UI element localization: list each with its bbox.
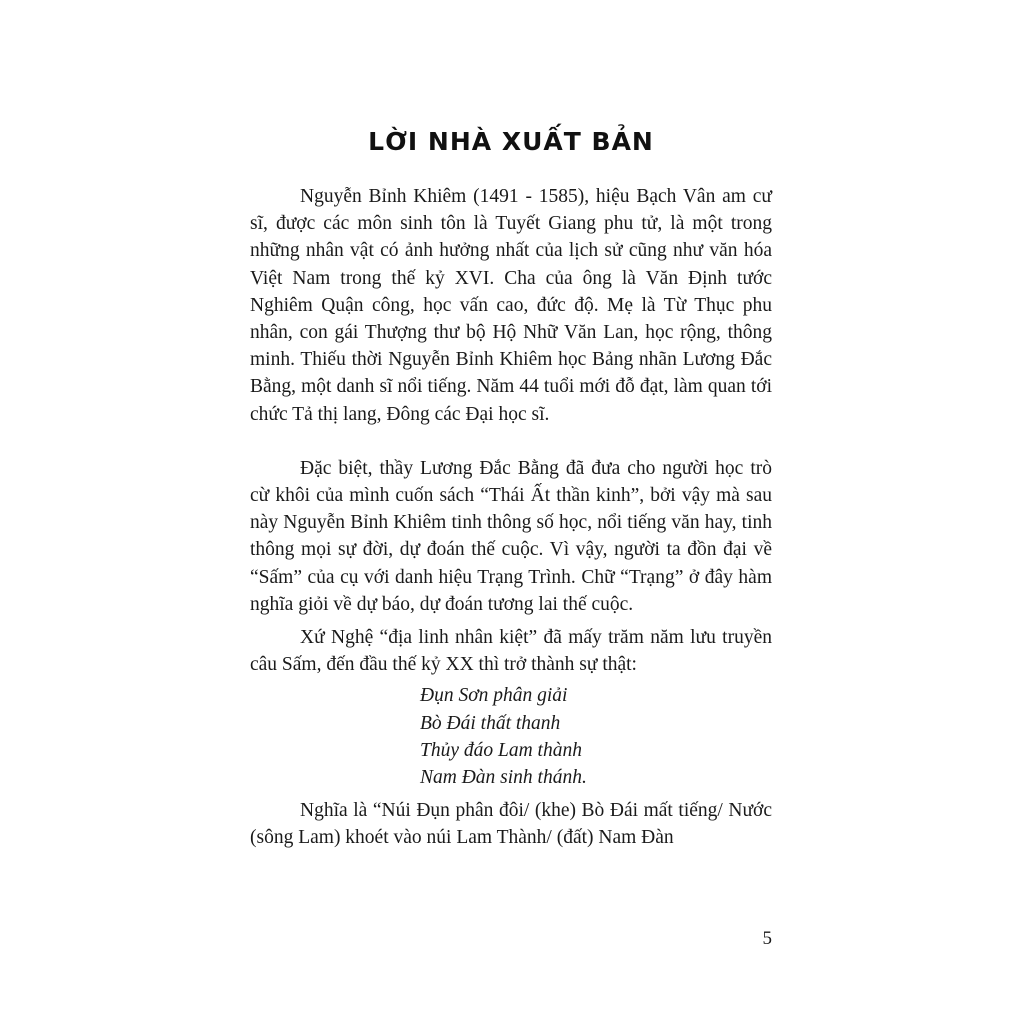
paragraph-meaning: Nghĩa là “Núi Đụn phân đôi/ (khe) Bò Đái mất tiếng/ Nước (sông Lam) khoét vào núi Lam Thành/ (đất) Nam Đàn bbox=[250, 800, 772, 849]
paragraph-biography: Nguyễn Bỉnh Khiêm (1491 - 1585), hiệu Bạch Vân am cư sĩ, được các môn sinh tôn là Tuyết Giang phu tử, là một trong những nhân vật có ảnh hưởng nhất của lịch sử cũng như văn hóa Việt Nam trong thế kỷ XVI. Cha của ông là Văn Định tước Nghiêm Quận công, học vấn cao, đức độ. Mẹ là Từ Thục phu nhân, con gái Thượng thư bộ Hộ Nhữ Văn Lan, học rộng, thông minh. Thiếu thời Nguyễn Bỉnh Khiêm học Bảng nhãn Lương Đắc Bằng, một danh sĩ nổi tiếng. Năm 44 tuổi mới đỗ đạt, làm quan tới chức Tả thị lang, Đông các Đại học sĩ. bbox=[250, 186, 772, 425]
page-number: 5 bbox=[762, 928, 772, 949]
verse-line: Nam Đàn sinh thánh. bbox=[420, 767, 587, 789]
verse-line: Bò Đái thất thanh bbox=[420, 712, 561, 734]
body-text bbox=[250, 183, 772, 852]
paragraph-prophecy-intro: Xứ Nghệ “địa linh nhân kiệt” đã mấy trăm năm lưu truyền câu Sấm, đến đầu thế kỷ XX thì trở thành sự thật: bbox=[250, 627, 772, 676]
verse-line: Thủy đáo Lam thành bbox=[420, 739, 582, 761]
page-title: LỜI NHÀ XUẤT BẢN bbox=[368, 127, 654, 156]
verse-block bbox=[250, 682, 772, 791]
paragraph-teacher: Đặc biệt, thầy Lương Đắc Bằng đã đưa cho người học trò cừ khôi của mình cuốn sách “Thái Ất thần kinh”, bởi vậy mà sau này Nguyễn Bỉnh Khiêm tinh thông số học, nổi tiếng văn hay, tinh thông mọi sự đời, dự đoán thế cuộc. Vì vậy, người ta đồn đại về “Sấm” của cụ với danh hiệu Trạng Trình. Chữ “Trạng” ở đây hàm nghĩa giỏi về dự báo, dự đoán tương lai thế cuộc. bbox=[250, 457, 772, 615]
verse-line: Đụn Sơn phân giải bbox=[420, 685, 568, 707]
